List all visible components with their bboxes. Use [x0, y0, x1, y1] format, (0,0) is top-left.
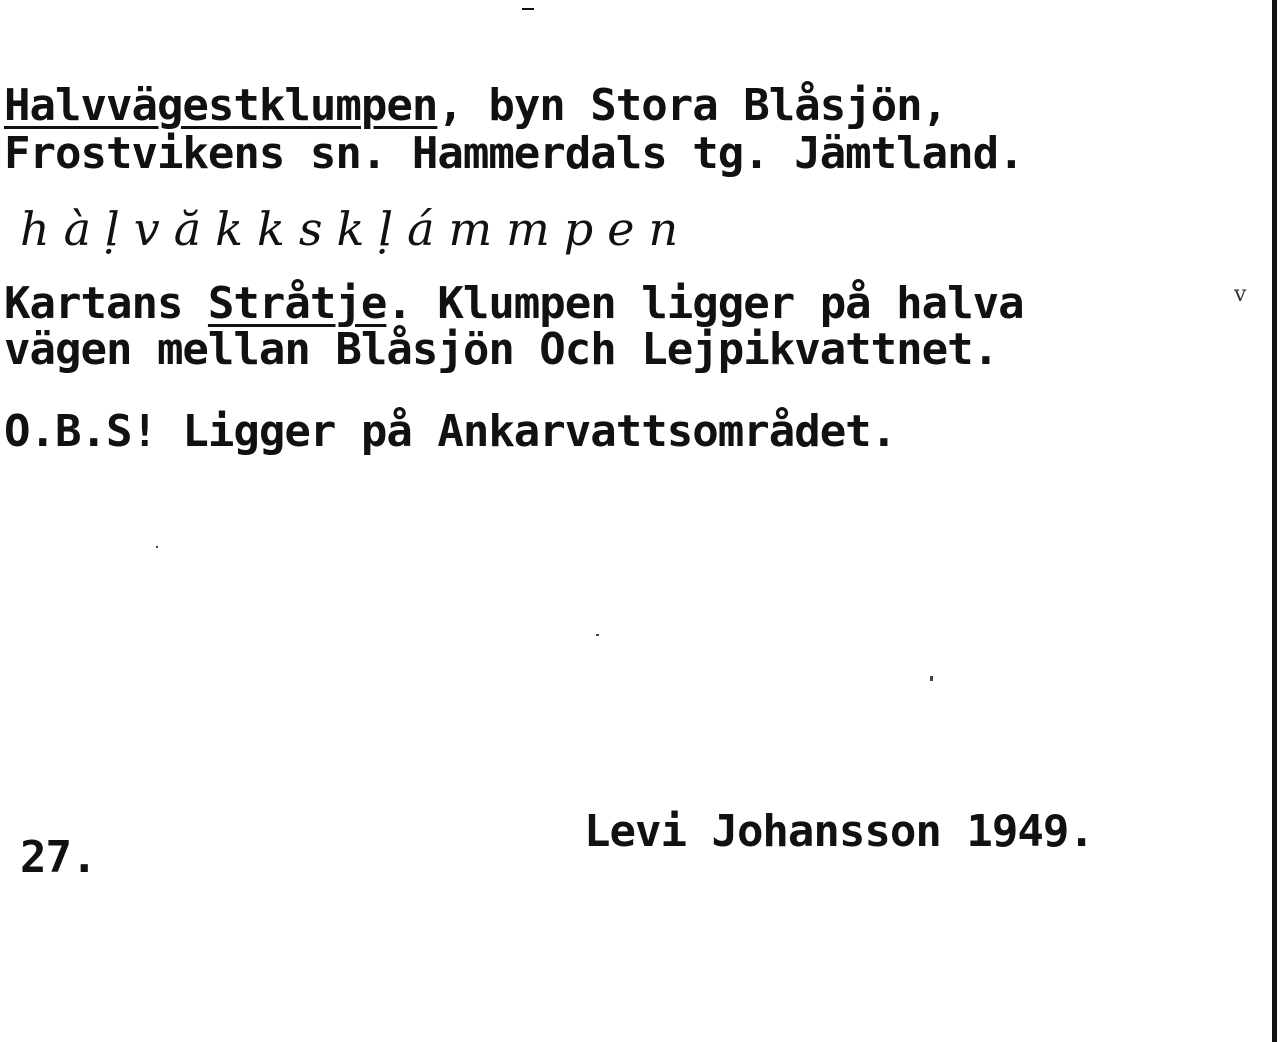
- place-name: Halvvägestklumpen: [4, 80, 438, 131]
- top-tick-mark: [522, 8, 534, 10]
- line-3-prefix: Kartans: [4, 278, 208, 329]
- card-line-1: [4, 80, 948, 131]
- margin-mark: v: [1234, 282, 1247, 307]
- card-line-2: Frostvikens sn. Hammerdals tg. Jämtland.: [4, 128, 1024, 179]
- paper-speck: [596, 634, 599, 636]
- paper-speck: [930, 676, 933, 681]
- card-right-edge-line: [1272, 0, 1277, 1042]
- phonetic-transcription: hàḷvăkkskḷámmpen: [20, 202, 693, 256]
- card-line-3: [4, 278, 1024, 329]
- card-line-5: O.B.S! Ligger på Ankarvattsområdet.: [4, 406, 897, 457]
- card-line-4: vägen mellan Blåsjön Och Lejpikvattnet.: [4, 324, 999, 375]
- collector-signature: Levi Johansson 1949.: [584, 806, 1094, 857]
- paper-speck: [156, 546, 158, 548]
- map-name: Stråtje: [207, 278, 387, 329]
- card-number: 27.: [20, 832, 97, 883]
- line-3-rest: . Klumpen ligger på halva: [386, 278, 1024, 329]
- line-1-rest: , byn Stora Blåsjön,: [437, 80, 948, 131]
